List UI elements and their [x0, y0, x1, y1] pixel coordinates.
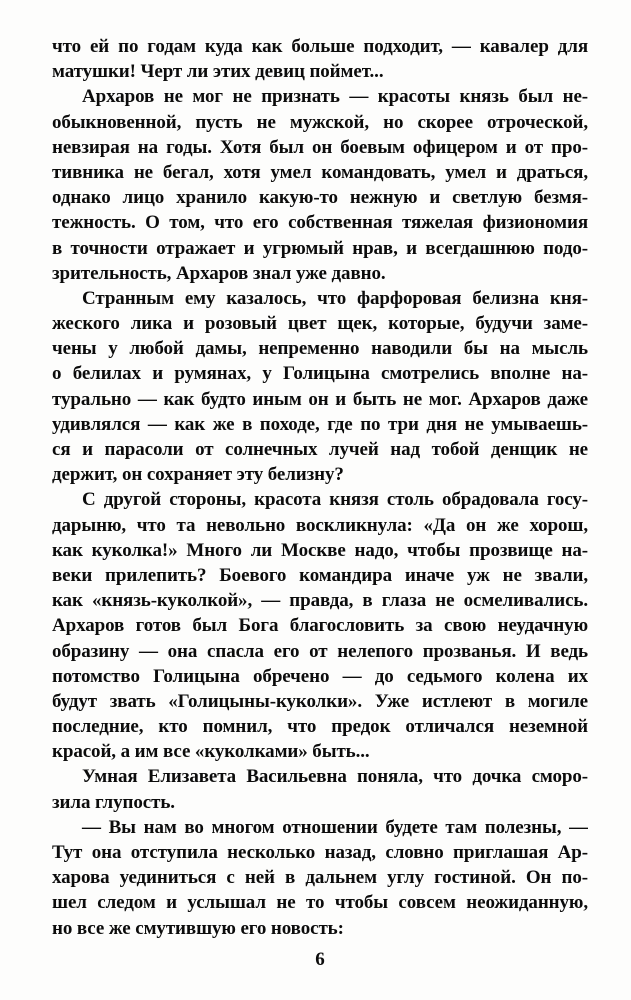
- text-line: невзирая на годы. Хотя был он боевым офицером и от про-: [52, 136, 588, 158]
- text-line: как «князь-куколкой», — правда, в глаза не осмеливались.: [52, 590, 588, 612]
- text-line: в точности отражает и угрюмый нрав, и всегдашнюю подо-: [52, 237, 588, 259]
- text-line: чены у любой дамы, непременно наводили бы на мысль: [52, 338, 588, 360]
- text-line: С другой стороны, красота князя столь обрадовала госу-: [82, 489, 588, 511]
- text-line: жеского лика и розовый цвет щек, которые, будучи заме-: [52, 313, 588, 335]
- text-line: однако лицо хранило какую-то нежную и светлую безмя-: [52, 187, 588, 209]
- text-line: последние, кто помнил, что предок отличался неземной: [52, 716, 588, 738]
- text-line: будут звать «Голицыны-куколки». Уже истлеют в могиле: [52, 690, 588, 712]
- text-line: как куколка!» Много ли Москве надо, чтобы прозвище на-: [52, 539, 588, 561]
- text-line: обыкновенной, пусть не мужской, но скорее отроческой,: [52, 111, 588, 133]
- paragraph: [52, 84, 588, 286]
- text-line: турально — как будто иным он и быть не мог. Архаров даже: [52, 388, 588, 410]
- paragraph: [52, 815, 588, 941]
- text-block: [52, 34, 588, 941]
- text-line: о белилах и румянах, у Голицына смотрелись вполне на-: [52, 363, 588, 385]
- text-line: красой, а им все «куколками» быть...: [52, 741, 370, 763]
- text-line: зила глупость.: [52, 791, 175, 813]
- text-line: ся и парасоли от солнечных лучей над тобой денщик не: [52, 439, 588, 460]
- paragraph: [52, 286, 588, 488]
- text-line: матушки! Черт ли этих девиц поймет...: [52, 61, 384, 83]
- text-line: образину — она спасла его от нелепого прозванья. И ведь: [52, 640, 588, 662]
- text-line: Архаров готов был Бога благословить за свою неудачную: [52, 615, 588, 637]
- text-line: что ей по годам куда как больше подходит, — кавалер для: [52, 36, 588, 57]
- text-line: тивника не бегал, хотя умел командовать, умел и драться,: [52, 161, 588, 183]
- paragraph: [52, 34, 588, 84]
- text-line: удивлялся — как же в походе, где по три дня не умываешь-: [52, 413, 588, 435]
- text-line: Тут она отступила несколько назад, словно приглашая Ар-: [52, 842, 588, 863]
- text-line: зрительность, Архаров знал уже давно.: [52, 262, 386, 284]
- text-line: веки прилепить? Боевого командира иначе уж не звали,: [52, 564, 588, 586]
- text-line: потомство Голицына обречено — до седьмого колена их: [52, 665, 588, 687]
- paragraph: [52, 487, 588, 764]
- text-line: харова уединиться с ней в дальнем углу гостиной. Он по-: [52, 867, 588, 889]
- text-line: Умная Елизавета Васильевна поняла, что дочка сморо-: [82, 766, 588, 788]
- paragraph: [52, 764, 588, 814]
- text-line: шел следом и услышал не то чтобы совсем неожиданную,: [52, 892, 588, 914]
- text-line: но все же смутившую его новость:: [52, 917, 344, 939]
- text-line: дарыню, что та невольно воскликнула: «Да он же хорош,: [52, 514, 588, 536]
- text-line: Странным ему казалось, что фарфоровая белизна кня-: [82, 287, 588, 309]
- page-number: 6: [315, 949, 325, 970]
- text-line: держит, он сохраняет эту белизну?: [52, 464, 344, 486]
- text-line: Архаров не мог не признать — красоты князь был не-: [82, 86, 588, 108]
- text-line: тежность. О том, что его собственная тяжелая физиономия: [52, 212, 588, 234]
- text-line: — Вы нам во многом отношении будете там полезны, —: [82, 816, 588, 838]
